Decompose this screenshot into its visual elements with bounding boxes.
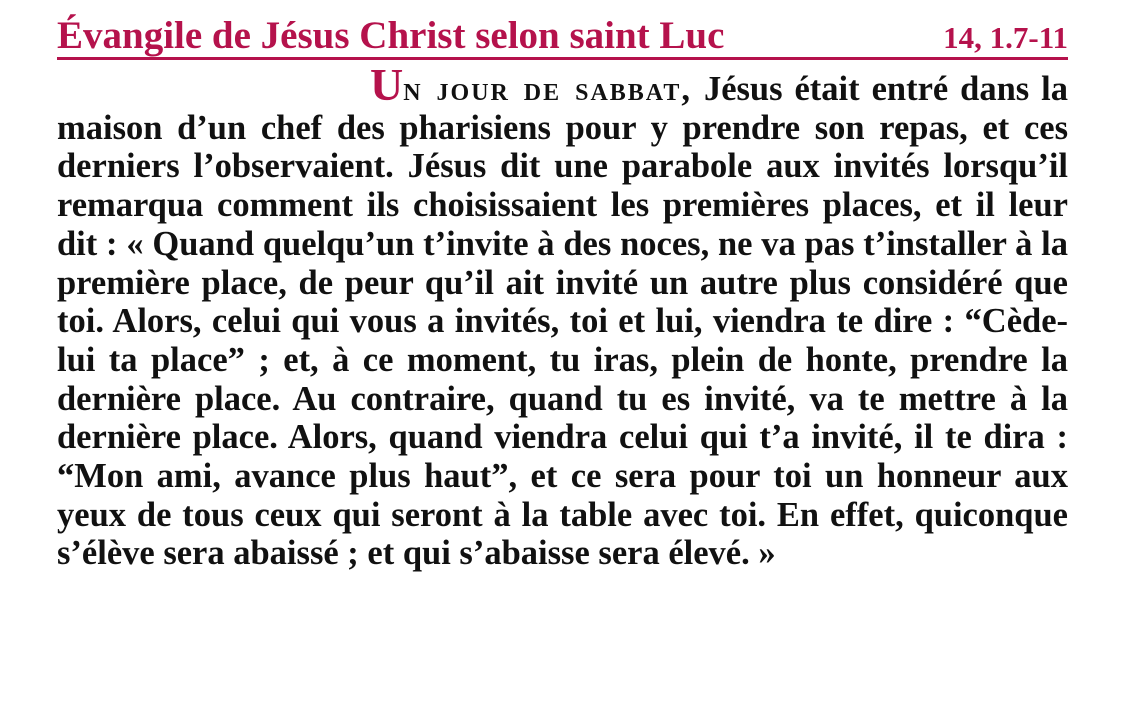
reading-header — [57, 8, 1068, 60]
drop-cap-initial: U — [370, 59, 404, 110]
opening-smallcaps: n jour de sabbat, — [403, 70, 692, 108]
reading-page — [57, 8, 1068, 573]
passage-text: Jésus était entré dans la maison d’un chef des pharisiens pour y prendre son repas, et ces derniers l’observaient. Jésus dit une parabole aux invités lorsqu’il remarqua comment ils choisissaient les premières places, et il leur dit : « Quand quelqu’un t’invite à des noces, ne va pas t’installer à la première place, de peur qu’il ait invité un autre plus considéré que toi. Alors, celui qui vous a invités, toi et lui, viendra te dire : “Cède-lui ta place” ; et, à ce moment, tu iras, plein de honte, prendre la dernière place. Au contraire, quand tu es invité, va te mettre à la dernière place. Alors, quand viendra celui qui t’a invité, il te dira : “Mon ami, avance plus haut”, et ce sera pour toi un honneur aux yeux de tous ceux qui seront à la table avec toi. En effet, quiconque s’élève sera abaissé ; et qui s’abaisse sera élevé. » — [57, 70, 1068, 573]
scripture-reference: 14, 1.7-11 — [943, 20, 1068, 55]
gospel-title: Évangile de Jésus Christ selon saint Luc — [57, 14, 725, 57]
gospel-passage — [57, 59, 1068, 573]
